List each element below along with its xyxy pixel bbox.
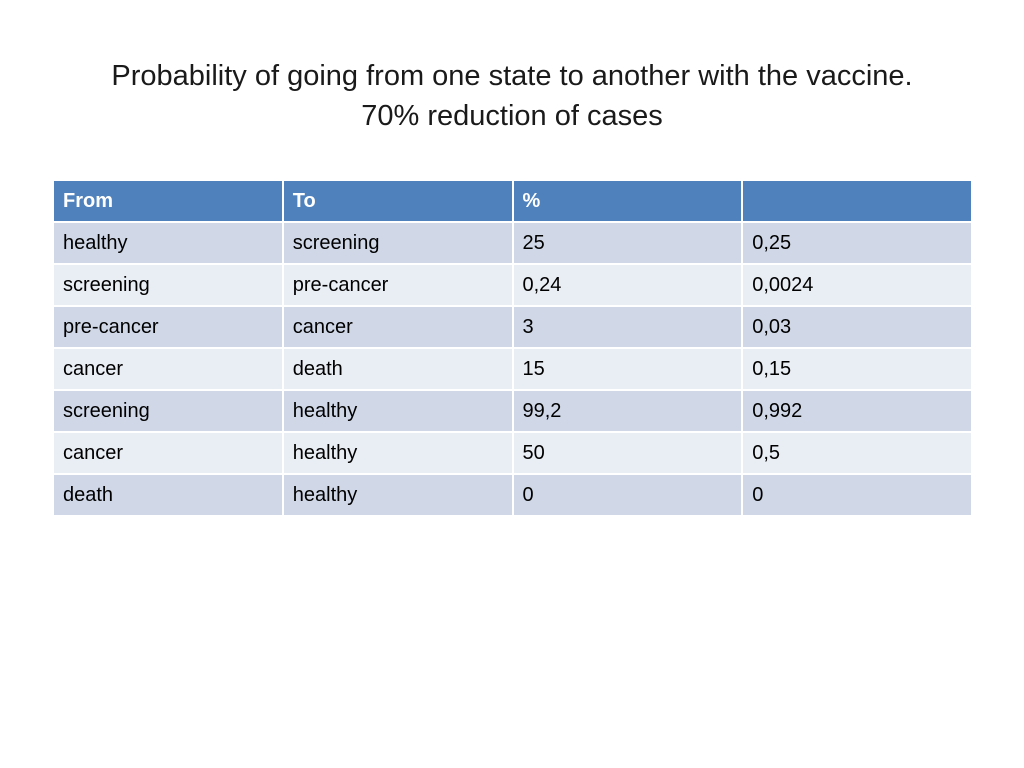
cell-probability: 0,15	[742, 348, 972, 390]
cell-from: cancer	[53, 432, 283, 474]
cell-to: healthy	[283, 474, 513, 516]
slide-title	[40, 56, 984, 136]
cell-to: death	[283, 348, 513, 390]
cell-from: screening	[53, 390, 283, 432]
table-header-row	[53, 180, 972, 222]
cell-percent: 0	[513, 474, 743, 516]
cell-from: cancer	[53, 348, 283, 390]
header-probability	[742, 180, 972, 222]
table-row	[53, 390, 972, 432]
cell-probability: 0	[742, 474, 972, 516]
transition-probability-table	[52, 179, 973, 517]
cell-to: cancer	[283, 306, 513, 348]
cell-percent: 0,24	[513, 264, 743, 306]
header-to: To	[283, 180, 513, 222]
cell-percent: 99,2	[513, 390, 743, 432]
cell-to: screening	[283, 222, 513, 264]
cell-from: screening	[53, 264, 283, 306]
cell-percent: 3	[513, 306, 743, 348]
table-row	[53, 264, 972, 306]
table-row	[53, 348, 972, 390]
cell-from: healthy	[53, 222, 283, 264]
cell-probability: 0,03	[742, 306, 972, 348]
cell-probability: 0,0024	[742, 264, 972, 306]
cell-percent: 25	[513, 222, 743, 264]
cell-to: healthy	[283, 432, 513, 474]
cell-percent: 50	[513, 432, 743, 474]
table-row	[53, 306, 972, 348]
cell-from: death	[53, 474, 283, 516]
header-percent: %	[513, 180, 743, 222]
slide-title-line-1: Probability of going from one state to another with the vaccine.	[111, 60, 913, 92]
table-row	[53, 432, 972, 474]
cell-to: pre-cancer	[283, 264, 513, 306]
slide-title-line-2: 70% reduction of cases	[361, 100, 663, 132]
cell-percent: 15	[513, 348, 743, 390]
table-row	[53, 222, 972, 264]
cell-probability: 0,25	[742, 222, 972, 264]
cell-from: pre-cancer	[53, 306, 283, 348]
cell-to: healthy	[283, 390, 513, 432]
table-row	[53, 474, 972, 516]
cell-probability: 0,992	[742, 390, 972, 432]
cell-probability: 0,5	[742, 432, 972, 474]
header-from: From	[53, 180, 283, 222]
